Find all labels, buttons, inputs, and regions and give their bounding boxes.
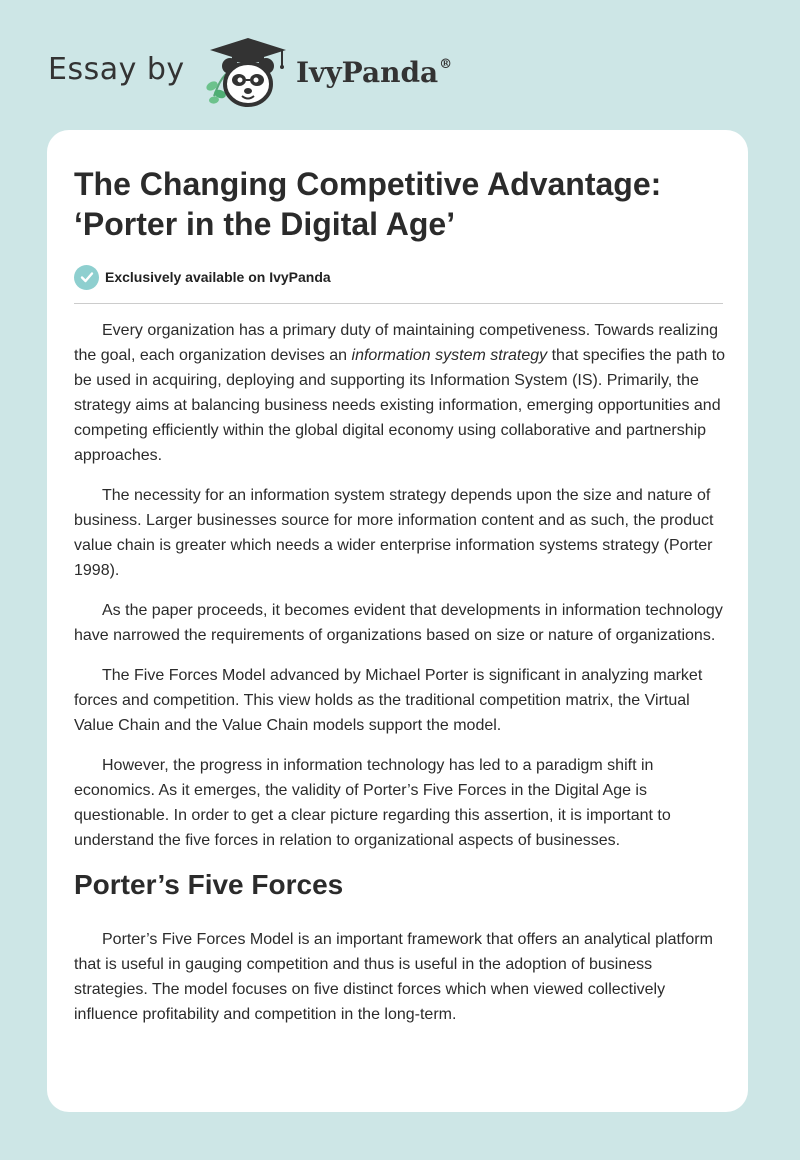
exclusive-badge [74,264,331,290]
paragraph: The necessity for an information system strategy depends upon the size and nature of business. Larger businesses source for more information content and as such, the product value chain is greater which needs a wider enterprise information systems strategy (Porter 1998). [74,487,714,579]
section-heading: Porter’s Five Forces [74,869,344,900]
ivypanda-logo-icon[interactable] [200,36,296,108]
essay-by-label: Essay by [48,52,185,87]
essay-card [47,130,748,1112]
paragraph: As the paper proceeds, it becomes evident that developments in information technology have narrowed the requirements of organizations based on size or nature of organizations. [74,602,723,644]
paragraph: Porter’s Five Forces Model is an important framework that offers an analytical platform that is useful in gauging competition and thus is useful in the adoption of business strategies. The model focuses on five distinct forces which when viewed collectively influence profitability and competition in the long-term. [74,931,713,1023]
exclusive-badge-text: Exclusively available on IvyPanda [105,269,331,285]
paragraph: However, the progress in information technology has led to a paradigm shift in economics. As it emerges, the validity of Porter’s Five Forces in the Digital Age is questionable. In order to get a clear picture regarding this assertion, it is important to understand the five forces in relation to organizational aspects of businesses. [74,757,671,849]
essay-title-line-1: The Changing Competitive Advantage: [74,166,662,202]
paragraph: The Five Forces Model advanced by Michael Porter is significant in analyzing market forces and competition. This view holds as the traditional competition matrix, the Virtual Value Chain and the Value Chain models support the model. [74,667,703,734]
essay-body [74,318,726,1042]
essay-title-line-2: ‘Porter in the Digital Age’ [74,206,456,242]
site-header [48,36,748,108]
brand-name[interactable]: IvyPanda® [296,56,453,89]
essay-title [74,164,724,244]
paragraph: Every organization has a primary duty of maintaining competiveness. Towards realizing the goal, each organization devises an information system strategy that specifies the path to be used in acquiring, deploying and supporting its Information System (IS). Primarily, the strategy aims at balancing business needs existing information, emerging opportunities and competing efficiently within the global digital economy using collaborative and partnership approaches. [74,322,726,464]
emphasis-text: information system strategy [351,347,548,364]
check-icon [74,265,99,290]
divider [74,303,723,304]
registered-mark: ® [439,56,453,72]
